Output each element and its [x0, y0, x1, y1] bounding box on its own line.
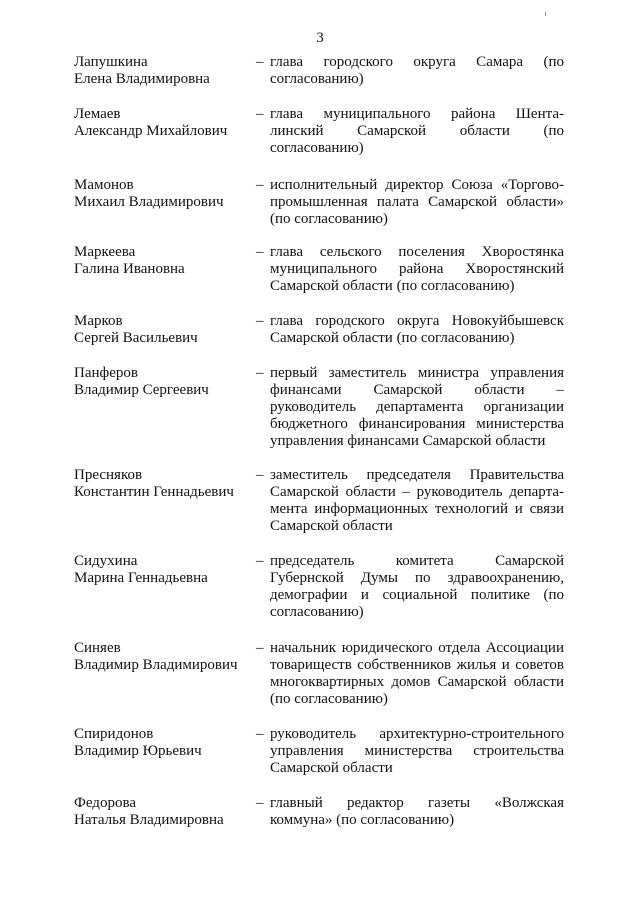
dash: –: [256, 244, 264, 260]
position-description: глава городского округа Самара (по согласованию): [270, 54, 564, 87]
list-item: [74, 313, 568, 365]
position-description: глава городского округа Новокуйбышевск Самарской области (по согласованию): [270, 313, 564, 346]
given-name: Владимир Сергеевич: [74, 382, 209, 398]
list-item: [74, 177, 568, 244]
surname: Лапушкина: [74, 54, 148, 70]
surname: Спиридонов: [74, 726, 154, 742]
given-name: Марина Геннадьевна: [74, 570, 208, 586]
given-name: Наталья Владимировна: [74, 812, 224, 828]
page-number: 3: [316, 30, 324, 46]
person-name: [74, 177, 254, 211]
dash: –: [256, 313, 264, 329]
person-name: [74, 54, 254, 88]
dash: –: [256, 177, 264, 193]
person-name: [74, 313, 254, 347]
surname: Синяев: [74, 640, 121, 656]
given-name: Елена Владимировна: [74, 71, 210, 87]
dash: –: [256, 54, 264, 70]
surname: Панферов: [74, 365, 138, 381]
dash: –: [256, 365, 264, 381]
given-name: Галина Ивановна: [74, 261, 185, 277]
surname: Маркеева: [74, 244, 136, 260]
given-name: Сергей Васильевич: [74, 330, 198, 346]
list-item: [74, 726, 568, 795]
surname: Федорова: [74, 795, 136, 811]
scan-mark: [545, 12, 546, 16]
surname: Лемаев: [74, 106, 121, 122]
person-name: [74, 244, 254, 278]
dash: –: [256, 640, 264, 656]
given-name: Константин Геннадьевич: [74, 484, 234, 500]
list-item: [74, 553, 568, 640]
member-list: [74, 54, 568, 835]
position-description: руководитель архитектурно-строительного управления министерства строительства Самарской области: [270, 726, 564, 776]
list-item: [74, 640, 568, 726]
position-description: первый заместитель министра управления финансами Самарской области – руководитель департамента организации бюджетного финансирования министерства управления финансами Самарской области: [270, 365, 564, 449]
person-name: [74, 106, 254, 140]
position-description: главный редактор газеты «Волжская коммуна» (по согласованию): [270, 795, 564, 828]
given-name: Михаил Владимирович: [74, 194, 224, 210]
surname: Мамонов: [74, 177, 134, 193]
given-name: Александр Михайлович: [74, 123, 228, 139]
person-name: [74, 553, 254, 587]
dash: –: [256, 467, 264, 483]
dash: –: [256, 726, 264, 742]
dash: –: [256, 106, 264, 122]
person-name: [74, 795, 254, 829]
dash: –: [256, 795, 264, 811]
person-name: [74, 640, 254, 674]
list-item: [74, 467, 568, 553]
list-item: [74, 795, 568, 835]
position-description: исполнительный директор Союза «Торгово-промышленная палата Самарской области» (по согласованию): [270, 177, 564, 227]
position-description: глава сельского поселения Хворостянка муниципального района Хворостянский Самарской области (по согласованию): [270, 244, 564, 294]
person-name: [74, 467, 254, 501]
list-item: [74, 244, 568, 313]
position-description: глава муниципального района Шента-линский Самарской области (по согласованию): [270, 106, 564, 156]
person-name: [74, 365, 254, 399]
list-item: [74, 106, 568, 177]
given-name: Владимир Юрьевич: [74, 743, 202, 759]
surname: Пресняков: [74, 467, 143, 483]
position-description: председатель комитета Самарской Губернской Думы по здравоохранению, демографии и социальной политике (по согласованию): [270, 553, 564, 620]
dash: –: [256, 553, 264, 569]
list-item: [74, 365, 568, 467]
surname: Марков: [74, 313, 123, 329]
position-description: начальник юридического отдела Ассоциации товариществ собственников жилья и советов многоквартирных домов Самарской области (по согласованию): [270, 640, 564, 707]
person-name: [74, 726, 254, 760]
list-item: [74, 54, 568, 106]
surname: Сидухина: [74, 553, 138, 569]
given-name: Владимир Владимирович: [74, 657, 238, 673]
position-description: заместитель председателя Правительства Самарской области – руководитель департа-мента информационных технологий и связи Самарской области: [270, 467, 564, 534]
